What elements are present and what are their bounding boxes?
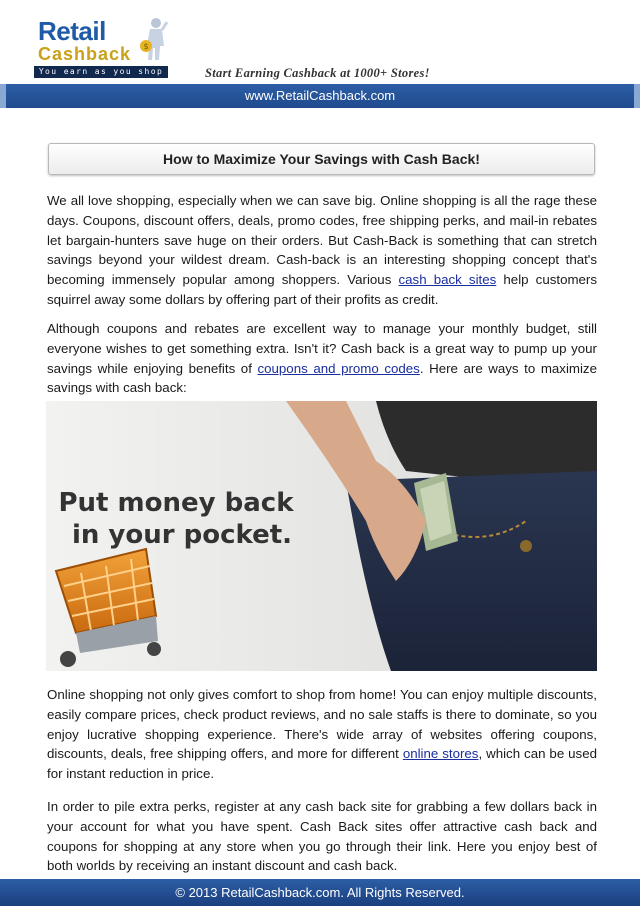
money-pocket-illustration <box>46 401 597 671</box>
article-photo <box>46 401 597 671</box>
paragraph-coupons-text: Although coupons and rebates are excellent way to manage your monthly budget, still everyone wishes to get something extra. Isn't it? Cash back is a great way to pump up your savings while enjoying benefits of <box>47 321 597 376</box>
paragraph-online-shopping-text: Online shopping not only gives comfort to shop from home! You can enjoy multiple discounts, easily compare prices, check product reviews, and no sale staffs is there to dominate, so you enjoy lucrative shopping experience. There's wide array of websites offering coupons, discounts, deals, free shipping offers, and more for different <box>47 687 597 762</box>
paragraph-extra-perks: In order to pile extra perks, register at any cash back site for grabbing a few dollars back in your account for what you have spent. Cash Back sites offer attractive cash back and coupons for shopping at any store when you go through their link. Here you enjoy best of both worlds by receiving an instant discount and cash back. <box>47 799 597 874</box>
article-title: How to Maximize Your Savings with Cash Back! <box>163 151 480 167</box>
paragraph-intro-text-end: help customers squirrel away some dollars by offering part of their profits as credit. <box>47 272 598 307</box>
page-footer <box>0 879 640 906</box>
paragraph-coupons <box>47 319 597 398</box>
header-tagline: Start Earning Cashback at 1000+ Stores! <box>205 66 430 80</box>
urlbar-edge-left <box>0 84 6 108</box>
paragraph-intro <box>47 191 597 310</box>
paragraph-online-shopping <box>47 685 597 784</box>
page-header <box>0 0 640 84</box>
coupons-promo-codes-link[interactable]: coupons and promo codes <box>257 360 420 376</box>
cash-back-sites-link[interactable]: cash back sites <box>398 272 497 288</box>
site-url-link[interactable]: www.RetailCashback.com <box>244 88 396 103</box>
image-caption-line2: in your pocket. <box>71 520 293 550</box>
svg-text:$: $ <box>143 42 149 51</box>
logo-slogan: You earn as you shop <box>34 66 168 78</box>
logo-text-retail: Retail <box>38 16 106 46</box>
footer-copyright: © 2013 RetailCashback.com. All Rights Reserved. <box>175 885 465 900</box>
urlbar-edge-right <box>634 84 640 108</box>
retailcashback-logo[interactable] <box>34 14 170 78</box>
image-caption-line1: Put money back <box>58 488 294 518</box>
site-url-bar <box>0 84 640 108</box>
online-stores-link[interactable]: online stores <box>402 746 479 762</box>
logo-text-cashback: Cashback <box>38 44 132 64</box>
paragraph-intro-text: We all love shopping, especially when we can save big. Online shopping is all the rage these days. Coupons, discount offers, deals, promo codes, free shipping perks, and mail-in rebates let bargain-hunters save huge on their orders. But Cash-Back is something that can stretch savings beyond your wildest dream. Cash-back is an interesting shopping concept that's becoming immensely popular among shoppers. Various <box>47 193 597 288</box>
mascot-figure-icon <box>138 16 168 62</box>
paragraph-coupons-text-end: . Here are ways to maximize savings with cash back: <box>47 360 597 396</box>
paragraph-online-shopping-text-end: , which can be used for instant reduction in price. <box>47 746 597 782</box>
article-title-box <box>48 143 595 175</box>
